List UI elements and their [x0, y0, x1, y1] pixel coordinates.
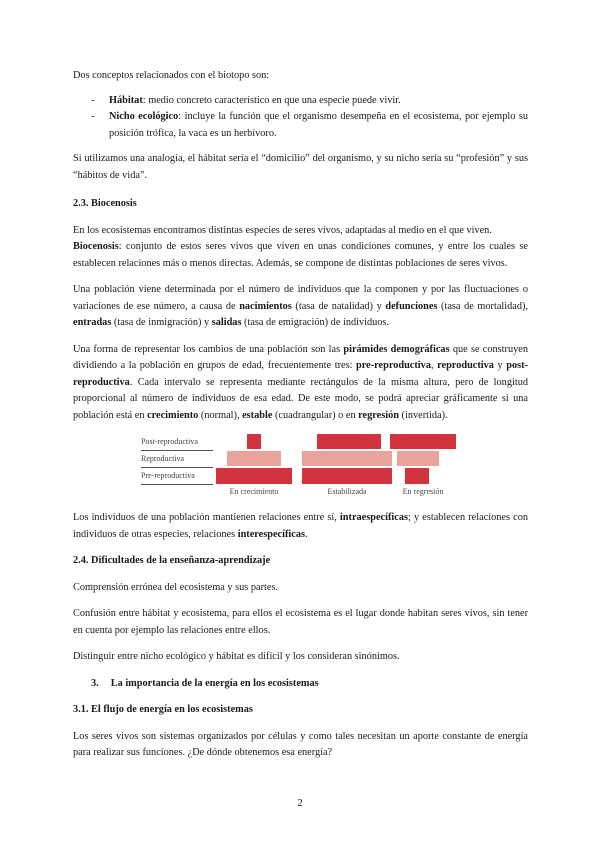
divider-line [141, 467, 213, 468]
intro-text: Dos conceptos relacionados con el biotopo son: [73, 70, 270, 81]
section-heading-energia: 3. La importancia de la energía en los ecosistemas [91, 677, 319, 689]
list-item-habitat: - Hábitat: medio concreto característico en que una especie puede vivir. [91, 94, 401, 106]
pyramid-regression-middle [397, 451, 439, 466]
caption-stable: Estabilizada [327, 487, 367, 496]
label-reproductiva: Reproductiva [141, 454, 185, 463]
biocenosis-definition: Biocenosis: conjunto de estos seres vivos que viven en unas condiciones comunes, y entre los cuales se establecen relaciones más o menos directas. Además, se compone de distintas poblaciones de seres vivos. [73, 241, 528, 269]
biocenosis-paragraph-1: En los ecosistemas encontramos distintas especies de seres vivos, adaptadas al medio en el que viven. [73, 224, 492, 236]
section-heading-dificultades: 2.4. Dificultades de la enseñanza-aprendizaje [73, 555, 271, 566]
concept-list [73, 93, 528, 143]
section-heading-flujo: 3.1. El flujo de energía en los ecosistemas [73, 704, 253, 715]
pyramid-growing-bottom [216, 468, 292, 484]
divider-line [141, 450, 213, 451]
dificultades-paragraph-3: Distinguir entre nicho ecológico y hábitat es difícil y los consideran sinónimos. [73, 651, 400, 662]
pyramid-stable-top [317, 434, 381, 449]
document-page [73, 68, 528, 762]
divider-line [141, 484, 213, 485]
label-pre-reproductiva: Pre-reproductiva [141, 471, 195, 480]
list-item-nicho: - Nicho ecológico: incluye la función que el organismo desempeña en el ecosistema, por ejemplo su posición trófica, la vaca es un herbívoro. [91, 111, 528, 139]
pyramid-stable-bottom [302, 468, 392, 484]
poblacion-paragraph: Una población viene determinada por el número de individuos que la componen y por las fluctuaciones o variaciones de ese número, a causa de nacimientos (tasa de natalidad) y defunciones (tasa de mortalidad), entradas (tasa de inmigración) y salidas (tasa de emigración) de individuos. [73, 284, 529, 328]
dificultades-paragraph-1: Comprensión errónea del ecosistema y sus partes. [73, 581, 279, 593]
page-number: 2 [297, 797, 303, 809]
caption-regression: En regresión [402, 487, 444, 496]
section-heading-biocenosis: 2.3. Biocenosis [73, 198, 137, 209]
pyramid-regression-bottom [405, 468, 429, 484]
pyramid-stable-middle [302, 451, 392, 466]
flujo-paragraph: Los seres vivos son sistemas organizados por células y como tales necesitan un aporte constante de energía para realizar sus funciones. ¿De dónde obtenemos esa energía? [73, 730, 528, 758]
pyramid-regression-top [390, 434, 456, 449]
analogy-paragraph: Si utilizamos una analogía, el hábitat sería el “domicilio” del organismo, y su nicho sería su “profesión” y sus “hábitos de vida”. [73, 153, 528, 181]
relaciones-paragraph: Los individuos de una población mantienen relaciones entre sí, intraespecíficas; y establecen relaciones con individuos de otras especies, relaciones interespecíficas. [73, 512, 528, 540]
pyramid-growing-top [247, 434, 261, 449]
population-pyramids-figure [73, 434, 528, 501]
dificultades-paragraph-2: Confusión entre hábitat y ecosistema, para ellos el ecosistema es el lugar donde habitan seres vivos, sin tener en cuenta por ejemplo las relaciones entre ellos. [73, 608, 528, 636]
pyramid-growing-middle [227, 451, 281, 466]
caption-growing: En crecimiento [229, 487, 279, 496]
piramides-paragraph: Una forma de representar los cambios de una población son las pirámides demográficas que se construyen dividiendo a la población en grupos de edad, frecuentemente tres: pre-reproductiva, reproductiva y post-reproductiva. Cada intervalo se representa mediante rectángulos de la misma altura, pero de longitud proporcional al número de individuos de esa edad. De este modo, se podrá apreciar gráficamente si una población está en crecimiento (normal), estable (cuadrangular) o en regresión (invertida). [73, 343, 528, 421]
label-post-reproductiva: Post-reproductiva [141, 437, 198, 446]
